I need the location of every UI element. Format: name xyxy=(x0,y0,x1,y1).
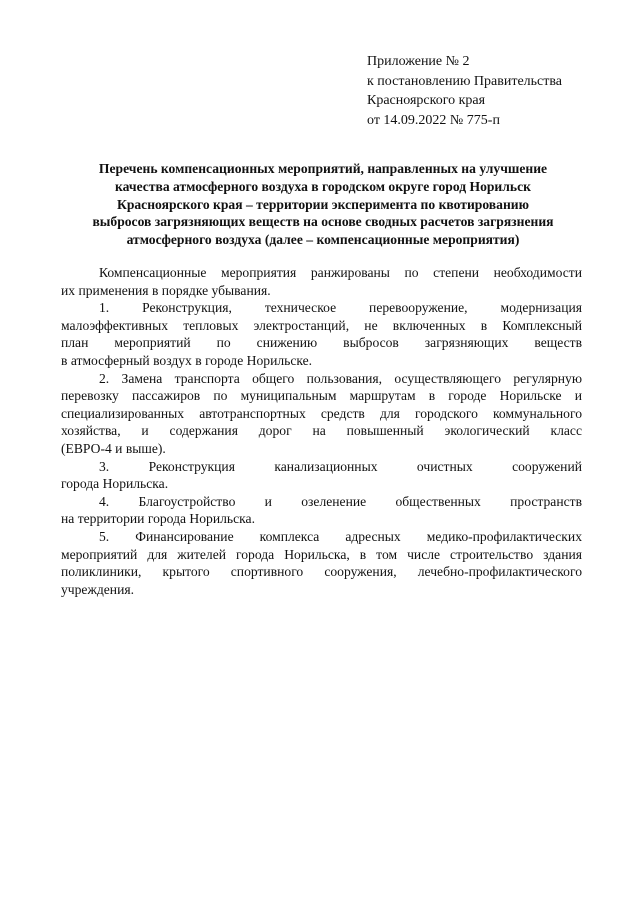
paragraph-line: 5. Финансирование комплекса адресных медико-профилактических xyxy=(99,528,582,544)
paragraph-line: поликлиники, крытого спортивного сооружения, лечебно-профилактического xyxy=(61,564,582,580)
paragraph-line: 3. Реконструкция канализационных очистных сооружений xyxy=(99,458,582,474)
paragraph-line: мероприятий для жителей города Норильска, в том числе строительство здания xyxy=(61,546,582,562)
appendix-date: от 14.09.2022 № 775-п xyxy=(367,112,500,128)
appendix-authority: Красноярского края xyxy=(367,93,486,108)
document-body xyxy=(61,264,582,598)
list-item-4 xyxy=(61,493,582,528)
paragraph-line: хозяйства, и содержания дорог на повышенный экологический класс xyxy=(61,423,582,439)
paragraph-line: перевозку пассажиров по муниципальным маршрутам в городе Норильске и xyxy=(61,388,582,404)
appendix-header xyxy=(367,52,627,130)
list-item-3 xyxy=(61,458,582,493)
title-line: атмосферного воздуха (далее – компенсационные мероприятия) xyxy=(126,232,520,248)
list-item-2 xyxy=(61,370,582,458)
title-line: выбросов загрязняющих веществ на основе сводных расчетов загрязнения xyxy=(92,214,554,230)
paragraph-line: Компенсационные мероприятия ранжированы по степени необходимости xyxy=(99,265,582,280)
intro-paragraph xyxy=(61,264,582,299)
document-title xyxy=(58,160,588,249)
list-item-5 xyxy=(61,528,582,598)
appendix-reference: к постановлению Правительства xyxy=(367,73,563,89)
paragraph-line: 2. Замена транспорта общего пользования, осуществляющего регулярную xyxy=(99,370,582,386)
appendix-number: Приложение № 2 xyxy=(367,54,470,69)
paragraph-line: учреждения. xyxy=(61,581,135,597)
paragraph-line: специализированных автотранспортных средств для городского коммунального xyxy=(61,405,582,421)
paragraph-line: (ЕВРО-4 и выше). xyxy=(61,440,166,456)
paragraph-line: план мероприятий по снижению выбросов загрязняющих веществ xyxy=(61,335,582,351)
title-line: качества атмосферного воздуха в городском округе город Норильск xyxy=(115,178,531,194)
paragraph-line: малоэффективных тепловых электростанций, не включенных в Комплексный xyxy=(61,317,582,333)
paragraph-line: 1. Реконструкция, техническое перевооружение, модернизация xyxy=(99,300,582,316)
paragraph-line: города Норильска. xyxy=(61,476,169,492)
paragraph-line: на территории города Норильска. xyxy=(61,511,255,527)
list-item-1 xyxy=(61,299,582,369)
paragraph-line: в атмосферный воздух в городе Норильске. xyxy=(61,352,313,368)
paragraph-line: 4. Благоустройство и озеленение общественных пространств xyxy=(99,493,582,509)
title-line: Красноярского края – территории эксперимента по квотированию xyxy=(116,196,530,212)
paragraph-line: их применения в порядке убывания. xyxy=(61,282,271,298)
title-line: Перечень компенсационных мероприятий, направленных на улучшение xyxy=(98,161,548,176)
